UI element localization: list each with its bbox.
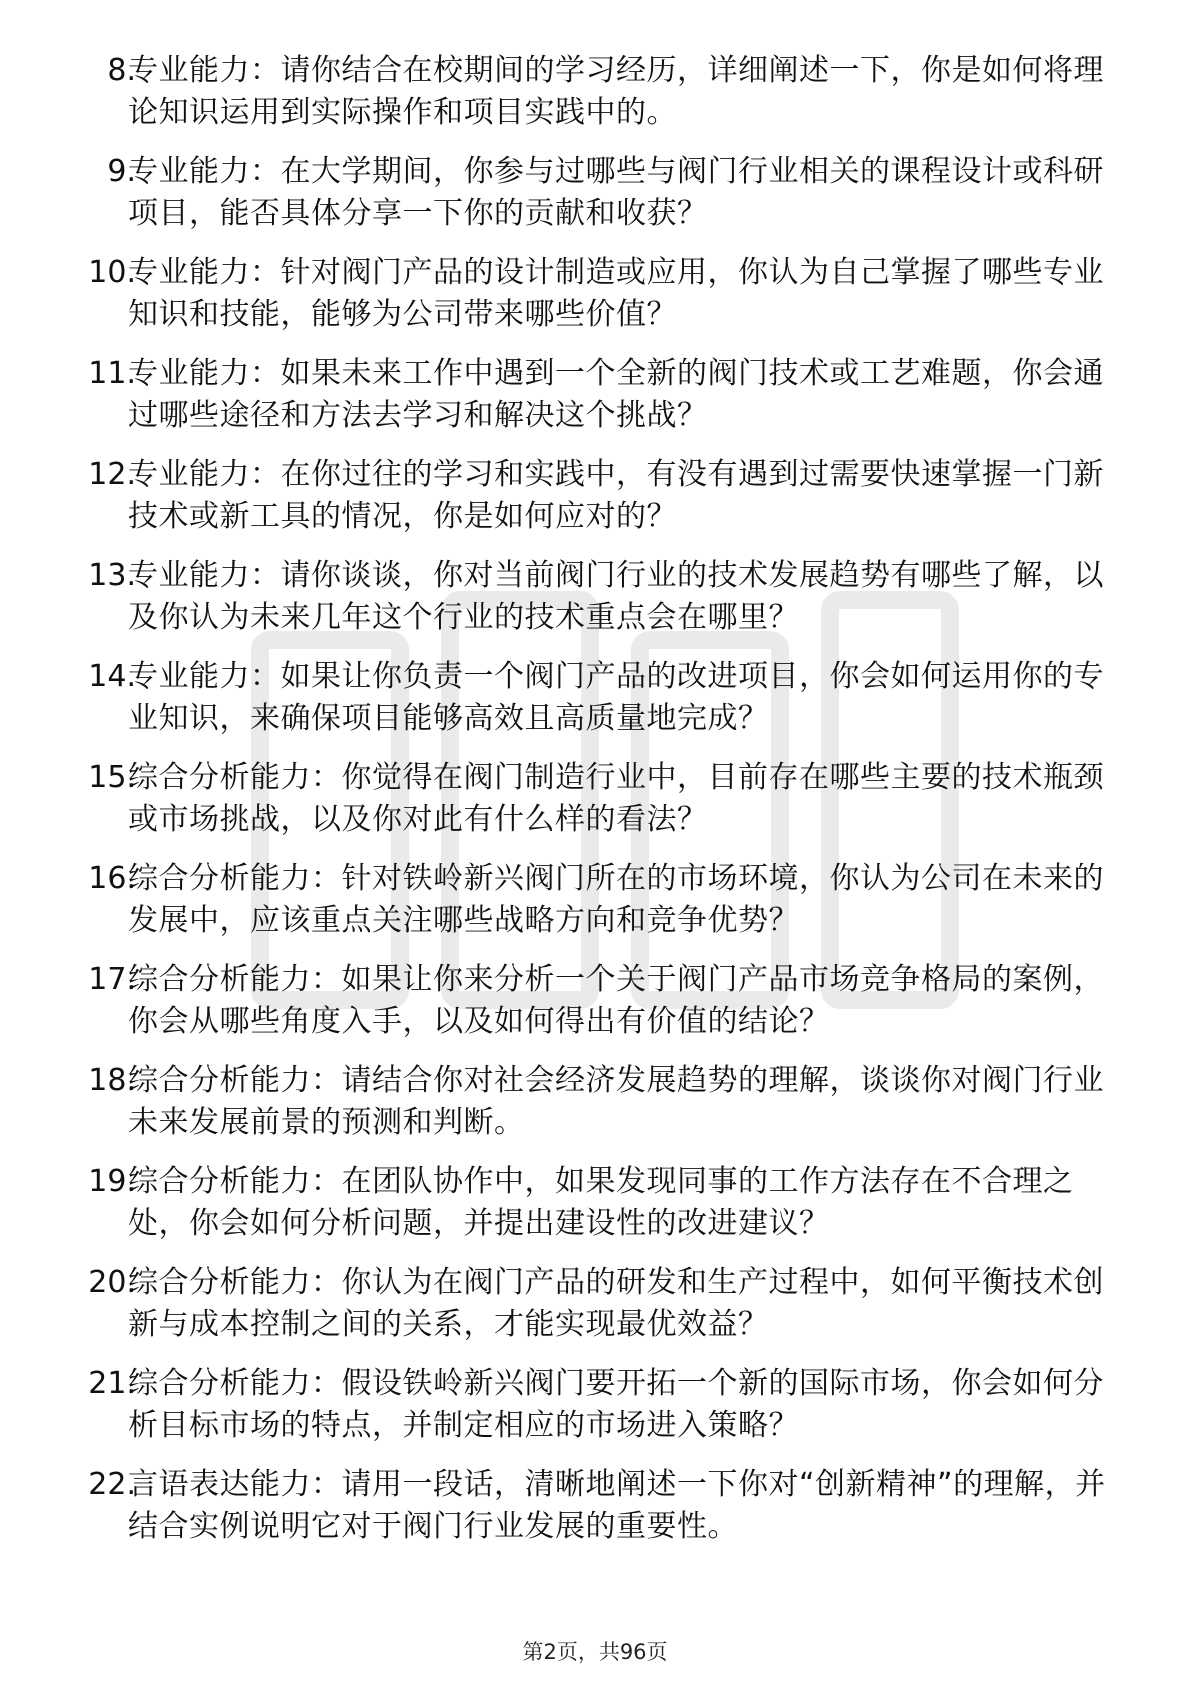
list-item <box>0 1464 1190 1565</box>
question-text: 专业能力：在你过往的学习和实践中，有没有遇到过需要快速掌握一门新技术或新工具的情况，你是如何应对的？ <box>128 457 1104 534</box>
question-text: 综合分析能力：假设铁岭新兴阀门要开拓一个新的国际市场，你会如何分析目标市场的特点，并制定相应的市场进入策略？ <box>128 1366 1104 1443</box>
list-item <box>0 555 1190 656</box>
question-text: 综合分析能力：针对铁岭新兴阀门所在的市场环境，你认为公司在未来的发展中，应该重点关注哪些战略方向和竞争优势？ <box>128 861 1104 938</box>
question-number: 11. <box>88 356 136 391</box>
question-number: 19. <box>88 1164 136 1199</box>
list-item <box>0 757 1190 858</box>
question-number: 14. <box>88 659 136 694</box>
question-number: 22. <box>88 1467 136 1502</box>
page-footer: 第2页，共96页 <box>522 1640 668 1664</box>
question-number: 13. <box>88 558 136 593</box>
list-item <box>0 151 1190 252</box>
list-item <box>0 656 1190 757</box>
list-item <box>0 454 1190 555</box>
question-text: 专业能力：请你结合在校期间的学习经历，详细阐述一下，你是如何将理论知识运用到实际操作和项目实践中的。 <box>128 53 1104 130</box>
list-item <box>0 1060 1190 1161</box>
question-number: 10. <box>88 255 136 290</box>
question-number: 12. <box>88 457 136 492</box>
list-item <box>0 1363 1190 1464</box>
question-number: 18. <box>88 1063 136 1098</box>
question-number: 16. <box>88 861 136 896</box>
question-number: 8. <box>107 53 136 88</box>
list-item <box>0 353 1190 454</box>
question-text: 专业能力：请你谈谈，你对当前阀门行业的技术发展趋势有哪些了解，以及你认为未来几年这个行业的技术重点会在哪里？ <box>128 558 1104 635</box>
list-item <box>0 252 1190 353</box>
question-text: 综合分析能力：请结合你对社会经济发展趋势的理解，谈谈你对阀门行业未来发展前景的预测和判断。 <box>128 1063 1104 1140</box>
question-text: 综合分析能力：你觉得在阀门制造行业中，目前存在哪些主要的技术瓶颈或市场挑战，以及你对此有什么样的看法？ <box>128 760 1104 837</box>
question-number: 21. <box>88 1366 136 1401</box>
question-text: 专业能力：如果让你负责一个阀门产品的改进项目，你会如何运用你的专业知识，来确保项目能够高效且高质量地完成？ <box>128 659 1104 736</box>
list-item <box>0 50 1190 151</box>
question-number: 15. <box>88 760 136 795</box>
list-item <box>0 1161 1190 1262</box>
list-item <box>0 1262 1190 1363</box>
question-text: 综合分析能力：你认为在阀门产品的研发和生产过程中，如何平衡技术创新与成本控制之间的关系，才能实现最优效益？ <box>128 1265 1104 1342</box>
list-item <box>0 959 1190 1060</box>
question-text: 综合分析能力：在团队协作中，如果发现同事的工作方法存在不合理之处，你会如何分析问题，并提出建设性的改进建议？ <box>128 1164 1074 1241</box>
question-text: 言语表达能力：请用一段话，清晰地阐述一下你对“创新精神”的理解，并结合实例说明它对于阀门行业发展的重要性。 <box>128 1467 1106 1544</box>
question-number: 9. <box>107 154 136 189</box>
list-item <box>0 858 1190 959</box>
question-text: 专业能力：如果未来工作中遇到一个全新的阀门技术或工艺难题，你会通过哪些途径和方法去学习和解决这个挑战？ <box>128 356 1104 433</box>
question-text: 综合分析能力：如果让你来分析一个关于阀门产品市场竞争格局的案例，你会从哪些角度入手，以及如何得出有价值的结论？ <box>128 962 1104 1039</box>
question-list <box>0 50 1190 1565</box>
question-number: 17. <box>88 962 136 997</box>
question-text: 专业能力：针对阀门产品的设计制造或应用，你认为自己掌握了哪些专业知识和技能，能够为公司带来哪些价值？ <box>128 255 1104 332</box>
question-number: 20. <box>88 1265 136 1300</box>
question-text: 专业能力：在大学期间，你参与过哪些与阀门行业相关的课程设计或科研项目，能否具体分享一下你的贡献和收获？ <box>128 154 1104 231</box>
